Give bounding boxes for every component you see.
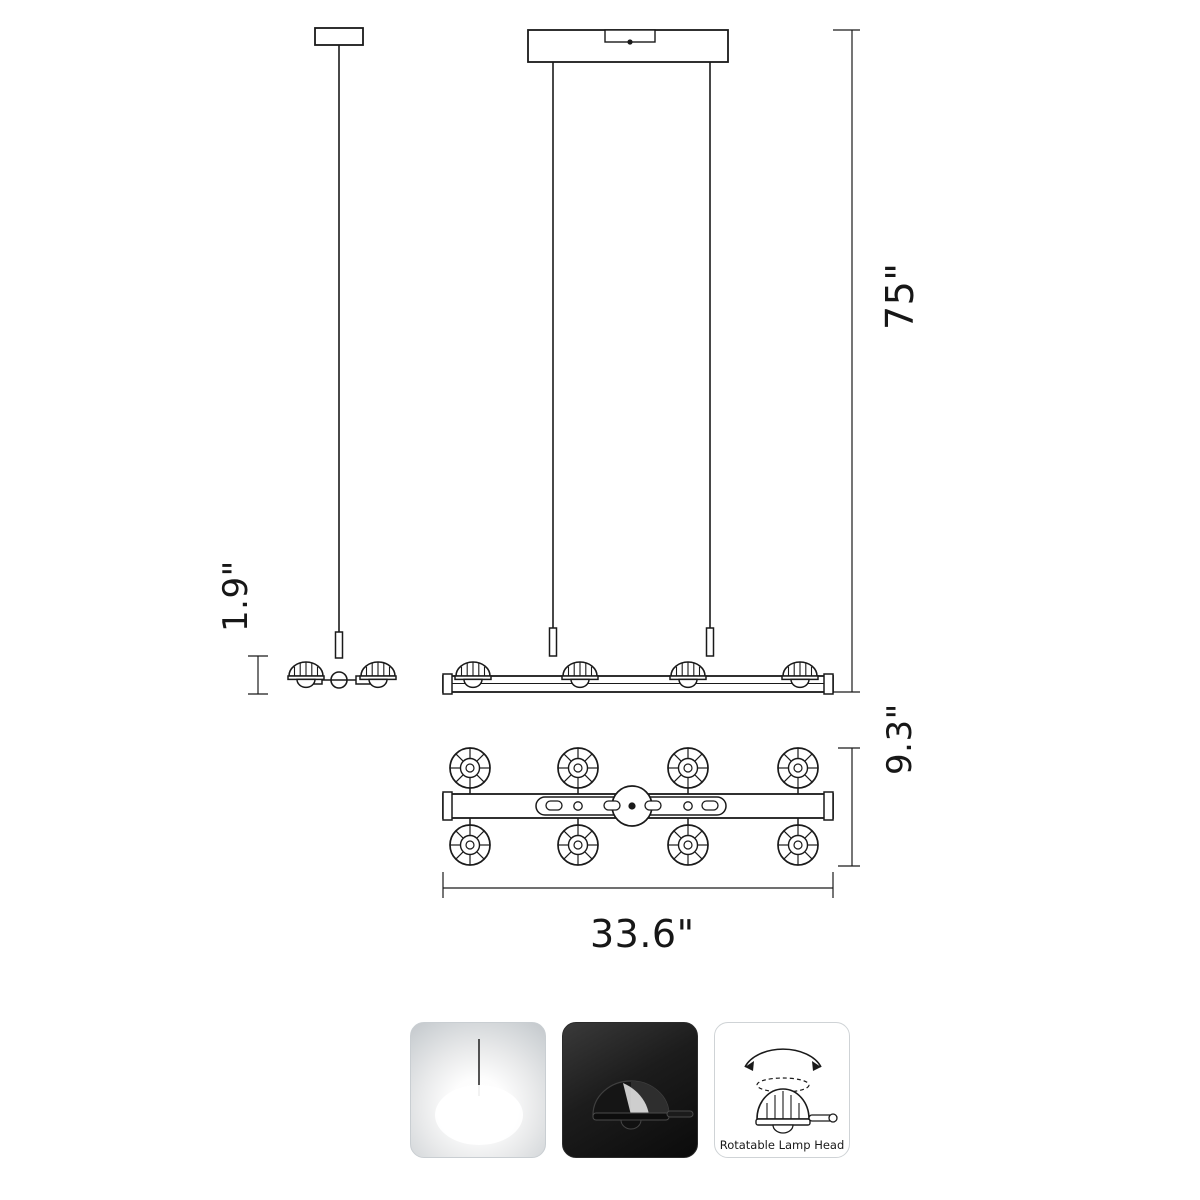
feature-card-strip [410, 1022, 850, 1162]
rotatable-lamp-head-caption: Rotatable Lamp Head [719, 1138, 845, 1152]
light-glow-card [410, 1022, 546, 1158]
dimension-label-height: 75" [878, 262, 922, 330]
lamp-head-illustration [563, 1023, 698, 1158]
side-elevation-view [288, 28, 396, 688]
glow-illustration [411, 1023, 546, 1158]
lamp-head-detail-card [562, 1022, 698, 1158]
dimension-label-fixture-height: 1.9" [216, 560, 256, 632]
dimension-label-width: 33.6" [590, 912, 695, 956]
rotatable-lamp-head-card [714, 1022, 850, 1158]
dimension-label-depth: 9.3" [880, 703, 920, 775]
front-elevation-view [443, 30, 833, 694]
top-plan-view [443, 748, 833, 865]
